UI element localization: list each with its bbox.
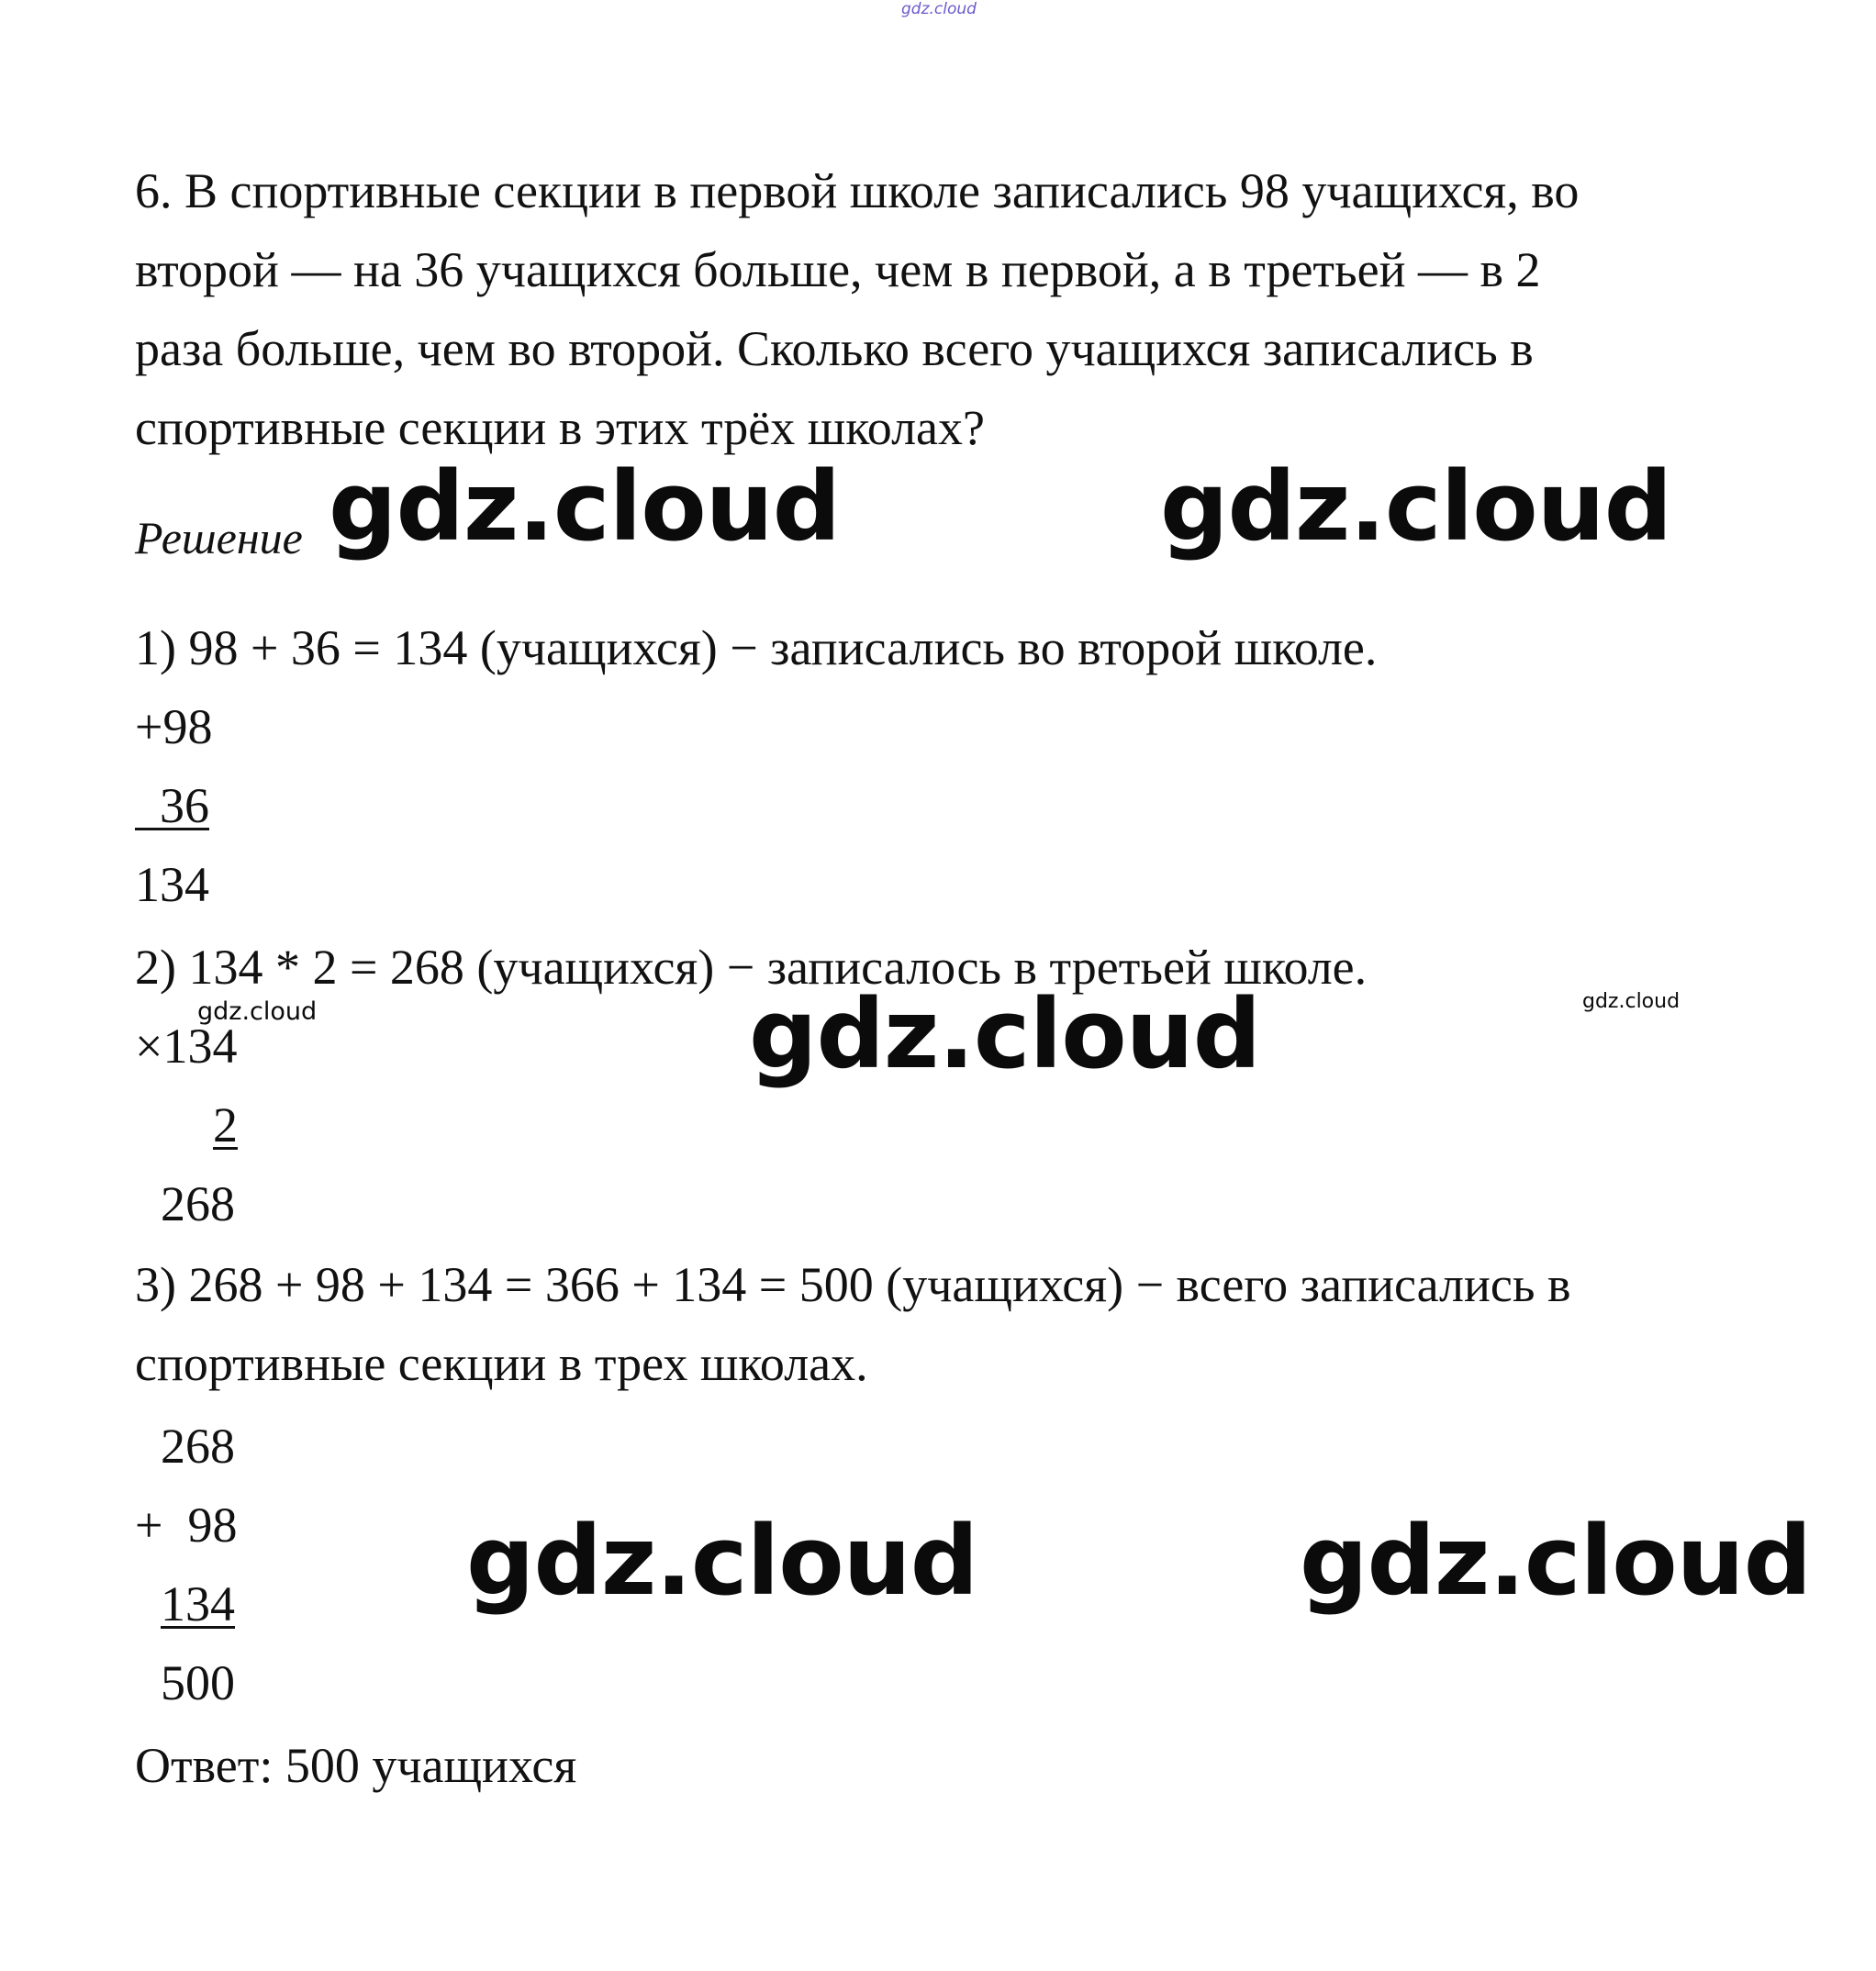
problem-line-3: раза больше, чем во второй. Сколько всего учащихся записались в bbox=[135, 321, 1534, 376]
step3-column-first: 268 bbox=[161, 1419, 235, 1474]
problem-line-4: спортивные секции в этих трёх школах? bbox=[135, 400, 985, 455]
step2-column-top: ×134 bbox=[135, 1019, 238, 1074]
step2-column-result: 268 bbox=[161, 1176, 235, 1231]
step3-column-result: 500 bbox=[161, 1655, 235, 1710]
step3-column-second: + 98 bbox=[135, 1498, 238, 1553]
step2-text: 2) 134 * 2 = 268 (учащихся) − записалось в третьей школе. bbox=[135, 940, 1368, 995]
step3-text-line2: спортивные секции в трех школах. bbox=[135, 1336, 868, 1391]
step1-column-result: 134 bbox=[135, 857, 209, 912]
problem-line-2: второй — на 36 учащихся больше, чем в первой, а в третьей — в 2 bbox=[135, 242, 1541, 297]
problem-line-1: 6. В спортивные секции в первой школе записались 98 учащихся, во bbox=[135, 163, 1580, 218]
watermark-small-2: gdz.cloud bbox=[1582, 990, 1681, 1013]
watermark-big-2: gdz.cloud bbox=[1160, 451, 1672, 562]
step2-column-second: 2 bbox=[213, 1097, 238, 1153]
watermark-big-1: gdz.cloud bbox=[329, 451, 841, 562]
watermark-big-4: gdz.cloud bbox=[466, 1505, 978, 1617]
answer: Ответ: 500 учащихся bbox=[135, 1738, 577, 1793]
step3-column-third: 134 bbox=[161, 1576, 235, 1631]
watermark-big-3: gdz.cloud bbox=[749, 978, 1261, 1090]
step1-text: 1) 98 + 36 = 134 (учащихся) − записались во второй школе. bbox=[135, 620, 1378, 675]
step1-column-top: +98 bbox=[135, 699, 213, 754]
watermark-big-5: gdz.cloud bbox=[1300, 1505, 1812, 1617]
solution-heading: Решение bbox=[135, 512, 303, 563]
watermark-small-1: gdz.cloud bbox=[197, 997, 318, 1026]
top-watermark: gdz.cloud bbox=[901, 0, 977, 18]
step1-column-second: 36 bbox=[135, 778, 209, 833]
step3-text-line1: 3) 268 + 98 + 134 = 366 + 134 = 500 (учащихся) − всего записались в bbox=[135, 1257, 1571, 1312]
